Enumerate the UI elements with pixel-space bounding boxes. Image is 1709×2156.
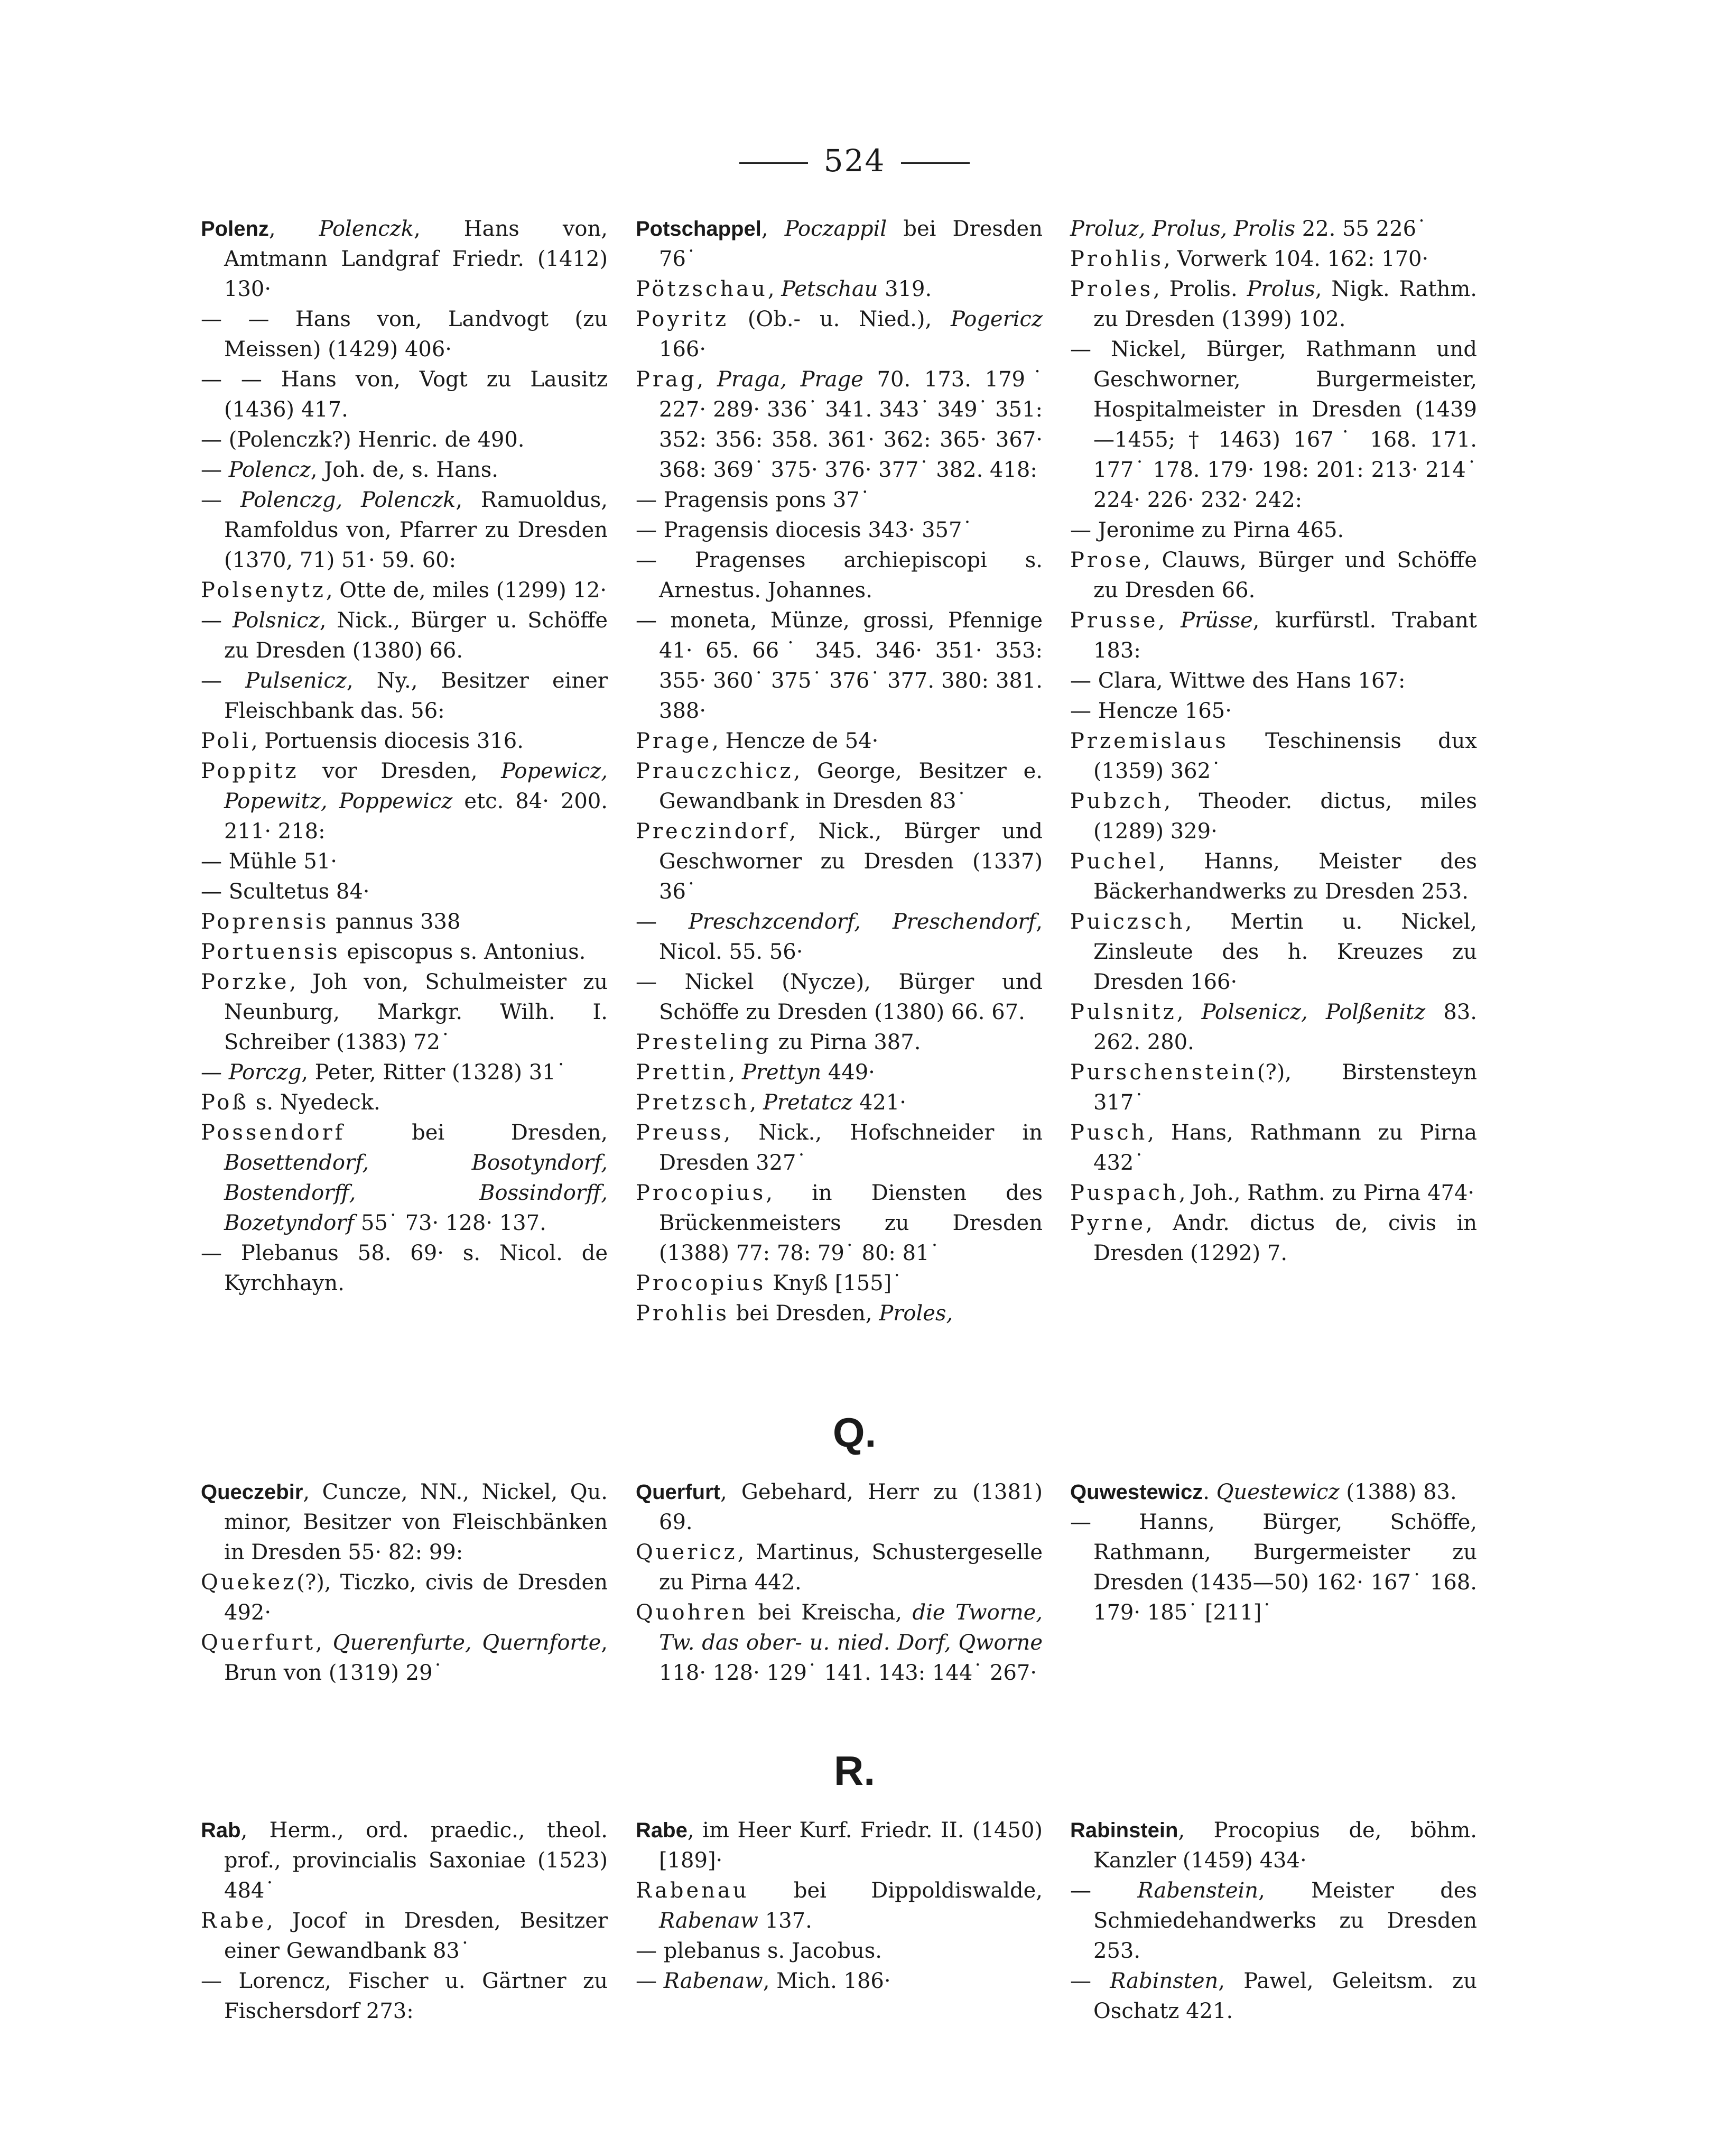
entry-keyword: Pusch [1070, 1121, 1148, 1145]
entry-text: Polsenicz, Polßenitz [1201, 1000, 1426, 1024]
entry-text: Querenfurte, Quernforte [332, 1631, 601, 1655]
index-entry [201, 967, 608, 1058]
entry-text: , [1176, 1000, 1202, 1024]
entry-text: (1388) 83. [1339, 1480, 1457, 1504]
column-p-right [1070, 214, 1477, 1269]
index-entry [201, 576, 608, 606]
entry-text: Polencz [228, 458, 311, 482]
entry-keyword: Pretzsch [636, 1090, 750, 1115]
index-entry [201, 726, 608, 756]
entry-text: Petschau [781, 277, 878, 301]
entry-text: 70. 173. 179˙ 227· 289· 336˙ 341. 343˙ 349˙ 351: 352: 356: 358. 361· 362: 365· 367· 368: 369˙ 375· 376· 377˙ 382. 418: [659, 367, 1043, 482]
entry-text: — Pragensis diocesis 343· 357˙ [636, 518, 973, 542]
entry-keyword: Prauczchicz [636, 759, 794, 783]
entry-text: Rabenstein [1137, 1879, 1259, 1903]
entry-text: , Martinus, Schustergeselle zu Pirna 442. [659, 1540, 1043, 1595]
index-entry [1070, 1118, 1477, 1178]
entry-text: bei Dresden 76˙ [659, 217, 1043, 271]
entry-text: , Nick., Hofschneider in Dresden 327˙ [659, 1121, 1043, 1175]
entry-text: Prüsse [1181, 608, 1253, 633]
entry-text: , Andr. dictus de, civis in Dresden (1292) 7. [1093, 1211, 1477, 1265]
column-r-middle [636, 1816, 1043, 1996]
index-entry [1070, 847, 1477, 907]
entry-text: , Theoder. dictus, miles (1289) 329· [1093, 789, 1477, 844]
entry-text: Polenczk [319, 217, 414, 241]
index-entry [636, 1538, 1043, 1598]
entry-text: (?), Ticzko, civis de Dresden 492· [224, 1570, 608, 1625]
index-entry [636, 365, 1043, 485]
index-entry [201, 606, 608, 666]
index-entry [1070, 515, 1477, 545]
index-entry [636, 274, 1043, 304]
entry-headword: Rabe [636, 1819, 688, 1842]
entry-text: episcopus s. Antonius. [340, 940, 586, 964]
index-entry [201, 365, 608, 425]
entry-text: Questewicz [1216, 1480, 1340, 1504]
entry-text: , Pawel, Geleitsm. zu Oschatz 421. [1093, 1969, 1477, 2023]
entry-text: , [767, 277, 782, 301]
entry-text: — Nickel, Bürger, Rathmann und Geschworner, Burgermeister, Hospitalmeister in Dresden (1439 —1455; † 1463) 167˙ 168. 171. 177˙ 178. 179· 198: 201: 213· 214˙ 224· 226· 232· 242: [1070, 337, 1477, 512]
entry-text: , Nick., Bürger u. Schöffe zu Dresden (1380) 66. [224, 608, 608, 663]
header-rule-left [739, 162, 808, 164]
entry-text: die Tworne, Tw. das ober- u. nied. Dorf, Qworne [659, 1600, 1043, 1655]
index-entry [1070, 1178, 1477, 1208]
index-entry [201, 1816, 608, 1906]
entry-text: 118· 128· 129˙ 141. 143: 144˙ 267· [659, 1661, 1037, 1685]
index-entry [201, 1058, 608, 1088]
entry-headword: Rabinstein [1070, 1819, 1178, 1842]
entry-text: , Nigk. Rathm. zu Dresden (1399) 102. [1093, 277, 1478, 331]
entry-keyword: Poyritz [636, 307, 729, 331]
entry-keyword: Rabe [201, 1909, 267, 1933]
entry-keyword: Pötzschau [636, 277, 768, 301]
entry-keyword: Puiczsch [1070, 910, 1185, 934]
entry-text: vor Dresden, [299, 759, 501, 783]
index-entry [201, 937, 608, 967]
entry-text: — [1070, 1879, 1138, 1903]
index-entry [201, 1477, 608, 1568]
entry-keyword: Rabenau [636, 1879, 749, 1903]
entry-text: Preschzcendorf, Preschendorf [688, 910, 1036, 934]
column-q-left [201, 1477, 608, 1688]
index-entry [636, 1876, 1043, 1936]
entry-text: , Nicol. 55. 56· [659, 910, 1043, 964]
index-entry [201, 304, 608, 365]
section-heading-r: R. [834, 1747, 875, 1794]
entry-keyword: Pubzch [1070, 789, 1164, 813]
entry-keyword: Poli [201, 729, 251, 753]
index-entry [201, 877, 608, 907]
entry-text: Polsnicz [232, 608, 320, 633]
entry-text: 421· [852, 1090, 906, 1115]
index-entry [636, 1118, 1043, 1178]
index-entry [201, 1238, 608, 1299]
index-entry [1070, 1058, 1477, 1118]
entry-keyword: Przemislaus [1070, 729, 1229, 753]
index-entry [636, 1178, 1043, 1269]
entry-text: — Pragensis pons 37˙ [636, 488, 870, 512]
index-entry [201, 1568, 608, 1628]
index-entry [636, 817, 1043, 907]
entry-text: Knyß [155]˙ [766, 1271, 903, 1296]
entry-text: Pretatcz [763, 1090, 853, 1115]
entry-keyword: Poppitz [201, 759, 299, 783]
entry-keyword: Prettin [636, 1060, 729, 1085]
index-entry [636, 1058, 1043, 1088]
index-entry [1070, 1208, 1477, 1269]
page-number-text: 524 [823, 143, 886, 179]
entry-text: , Ny., Besitzer einer Fleischbank das. 56: [224, 669, 608, 723]
entry-text: , Clauws, Bürger und Schöffe zu Dresden 66. [1093, 548, 1477, 603]
entry-text: Rabenaw [663, 1969, 763, 1993]
entry-text: pannus 338 [329, 910, 461, 934]
entry-keyword: Procopius [636, 1271, 766, 1296]
entry-text: , [268, 217, 319, 241]
entry-text: Porczg [228, 1060, 302, 1085]
entry-text: 22. 55 226˙ [1295, 217, 1427, 241]
entry-text: 55˙ 73· 128· 137. [354, 1211, 546, 1235]
entry-text: Prolus [1247, 277, 1315, 301]
entry-text: , Jocof in Dresden, Besitzer einer Gewandbank 83˙ [224, 1909, 608, 1963]
entry-text: , Hencze de 54· [712, 729, 879, 753]
entry-text: , Gebehard, Herr zu (1381) 69. [659, 1480, 1043, 1534]
column-p-middle [636, 214, 1043, 1329]
entry-text: — Scultetus 84· [201, 880, 370, 904]
entry-text: , Mertin u. Nickel, Zinsleute des h. Kreuzes zu Dresden 166· [1093, 910, 1477, 994]
entry-text: Rabenaw [659, 1909, 759, 1933]
entry-text: — [201, 488, 240, 512]
page-number [0, 143, 1709, 179]
index-entry [1070, 1966, 1477, 2027]
entry-text: (?), Birstensteyn 317˙ [1093, 1060, 1477, 1115]
index-entry [201, 666, 608, 726]
index-entry [201, 756, 608, 847]
entry-text: , [761, 217, 785, 241]
entry-text: , Joh. de, s. Hans. [310, 458, 498, 482]
entry-text: , Herm., ord. praedic., theol. prof., provincialis Saxoniae (1523) 484˙ [224, 1818, 608, 1903]
entry-keyword: Prag [636, 367, 697, 392]
column-r-right [1070, 1816, 1477, 2027]
index-entry [201, 907, 608, 937]
entry-headword: Quwestewicz [1070, 1480, 1203, 1504]
entry-text: — — Hans von, Vogt zu Lausitz (1436) 417. [201, 367, 608, 422]
index-entry [636, 214, 1043, 274]
entry-text: , [1158, 608, 1181, 633]
index-entry [201, 425, 608, 455]
entry-text: (Ob.- u. Nied.), [729, 307, 951, 331]
index-entry [636, 907, 1043, 967]
entry-keyword: Polsenytz [201, 578, 326, 603]
entry-text: 137. [758, 1909, 812, 1933]
entry-text: , [749, 1090, 763, 1115]
entry-text: , Brun von (1319) 29˙ [224, 1631, 608, 1685]
entry-keyword: Prage [636, 729, 712, 753]
entry-text: , Nick., Bürger und Geschworner zu Dresden (1337) 36˙ [659, 819, 1043, 904]
entry-text: Polenczg, Polenczk [240, 488, 456, 512]
entry-headword: Polenz [201, 217, 269, 240]
entry-text: bei Dippoldiswalde, [749, 1879, 1043, 1903]
entry-text: — Hanns, Bürger, Schöffe, Rathmann, Burgermeister zu Dresden (1435—50) 162· 167˙ 168. 179· 185˙ [211]˙ [1070, 1510, 1477, 1625]
entry-text: — [1070, 1969, 1110, 1993]
index-entry [1070, 1507, 1477, 1628]
entry-text: bei Dresden, [729, 1301, 879, 1326]
entry-text: Pulsenicz [245, 669, 347, 693]
index-entry [201, 1118, 608, 1238]
entry-text: , [315, 1631, 333, 1655]
index-entry [636, 756, 1043, 817]
entry-text: Praga, Prage [717, 367, 863, 392]
index-entry [636, 1028, 1043, 1058]
index-entry [201, 1088, 608, 1118]
entry-text: , [728, 1060, 742, 1085]
entry-text: 319. [878, 277, 932, 301]
entry-keyword: Puspach [1070, 1181, 1179, 1205]
entry-text: — [201, 1060, 229, 1085]
entry-keyword: Pyrne [1070, 1211, 1146, 1235]
index-entry [636, 1299, 1043, 1329]
entry-text: — Plebanus 58. 69· s. Nicol. de Kyrchhayn. [201, 1241, 608, 1296]
column-r-left [201, 1816, 608, 2027]
entry-text: — [636, 1969, 664, 1993]
index-entry [636, 1936, 1043, 1966]
entry-text: , Joh von, Schulmeister zu Neunburg, Markgr. Wilh. I. Schreiber (1383) 72˙ [224, 970, 608, 1054]
entry-headword: Potschappel [636, 217, 761, 240]
entry-text: , Portuensis diocesis 316. [250, 729, 524, 753]
entry-text: Teschinensis dux (1359) 362˙ [1093, 729, 1477, 783]
entry-text: — — Hans von, Landvogt (zu Meissen) (1429) 406· [201, 307, 608, 362]
index-entry [1070, 606, 1477, 666]
index-entry [1070, 907, 1477, 997]
entry-keyword: Querfurt [201, 1631, 316, 1655]
header-rule-right [901, 162, 970, 164]
entry-keyword: Quekez [201, 1570, 297, 1595]
entry-text: — Pragenses archiepiscopi s. Arnestus. Johannes. [636, 548, 1043, 603]
index-entry [1070, 786, 1477, 847]
index-entry [201, 847, 608, 877]
index-entry [636, 1598, 1043, 1688]
entry-keyword: Preczindorf [636, 819, 790, 844]
index-entry [1070, 997, 1477, 1058]
entry-keyword: Poß [201, 1090, 249, 1115]
entry-text: zu Pirna 387. [771, 1030, 921, 1054]
entry-text: — plebanus s. Jacobus. [636, 1939, 882, 1963]
entry-text: , Mich. 186· [763, 1969, 891, 1993]
index-entry [201, 214, 608, 304]
entry-headword: Rab [201, 1819, 241, 1842]
entry-text: Prettyn [741, 1060, 822, 1085]
index-entry [636, 545, 1043, 606]
entry-text: , [696, 367, 717, 392]
entry-keyword: Poprensis [201, 910, 329, 934]
entry-text: , kurfürstl. Trabant 183: [1093, 608, 1478, 663]
index-entry [1070, 274, 1477, 335]
entry-text: bei Kreischa, [747, 1600, 913, 1625]
entry-text: , Peter, Ritter (1328) 31˙ [301, 1060, 566, 1085]
entry-text: bei Dresden, [345, 1121, 608, 1145]
entry-headword: Querfurt [636, 1480, 720, 1504]
index-entry [636, 1816, 1043, 1876]
entry-text: , Ramuoldus, Ramfoldus von, Pfarrer zu Dresden (1370, 71) 51· 59. 60: [224, 488, 608, 572]
entry-keyword: Proles [1070, 277, 1154, 301]
index-entry [1070, 335, 1477, 515]
entry-text: , Otte de, miles (1299) 12· [326, 578, 607, 603]
entry-keyword: Prose [1070, 548, 1144, 572]
entry-text: , Meister des Schmiedehandwerks zu Dresden 253. [1093, 1879, 1478, 1963]
entry-text: . [1203, 1480, 1216, 1504]
entry-text: 166· [659, 337, 707, 362]
entry-headword: Queczebir [201, 1480, 303, 1504]
entry-text: , in Diensten des Brückenmeisters zu Dresden (1388) 77: 78: 79˙ 80: 81˙ [659, 1181, 1043, 1265]
entry-keyword: Preuss [636, 1121, 724, 1145]
entry-text: — [201, 669, 246, 693]
index-entry [636, 1477, 1043, 1538]
entry-keyword: Portuensis [201, 940, 340, 964]
entry-keyword: Prusse [1070, 608, 1158, 633]
index-entry [1070, 214, 1477, 244]
entry-keyword: Prohlis [1070, 247, 1164, 271]
entry-text: , Hans, Rathmann zu Pirna 432˙ [1093, 1121, 1477, 1175]
index-entry [636, 726, 1043, 756]
entry-text: , George, Besitzer e. Gewandbank in Dresden 83˙ [659, 759, 1043, 813]
entry-keyword: Quericz [636, 1540, 738, 1565]
entry-text: — Mühle 51· [201, 849, 337, 874]
index-entry [1070, 545, 1477, 606]
index-entry [1070, 1816, 1477, 1876]
entry-text: Rabinsten [1110, 1969, 1219, 1993]
index-entry [201, 1906, 608, 1966]
entry-text: , Hans von, Amtmann Landgraf Friedr. (1412) 130· [224, 217, 608, 301]
entry-text: , Vorwerk 104. 162: 170· [1164, 247, 1429, 271]
index-entry [636, 515, 1043, 545]
entry-keyword: Porzke [201, 970, 290, 994]
entry-keyword: Quohren [636, 1600, 748, 1625]
entry-text: , Cuncze, NN., Nickel, Qu. minor, Besitzer von Fleischbänken in Dresden 55· 82: 99: [224, 1480, 608, 1565]
entry-keyword: Possendorf [201, 1121, 346, 1145]
column-p-left [201, 214, 608, 1299]
index-entry [1070, 1876, 1477, 1966]
entry-keyword: Presteling [636, 1030, 772, 1054]
index-entry [201, 1628, 608, 1688]
entry-keyword: Prohlis [636, 1301, 729, 1326]
entry-text: , Prolis. [1153, 277, 1247, 301]
entry-keyword: Puchel [1070, 849, 1159, 874]
column-q-middle [636, 1477, 1043, 1688]
index-entry [1070, 244, 1477, 274]
entry-text: — [201, 458, 229, 482]
entry-text: — Hencze 165· [1070, 699, 1232, 723]
index-entry [201, 455, 608, 485]
index-entry [1070, 666, 1477, 696]
index-entry [636, 1966, 1043, 1996]
index-entry [636, 485, 1043, 515]
entry-text: — [636, 910, 689, 934]
index-entry [1070, 1477, 1477, 1507]
entry-text: 449· [821, 1060, 875, 1085]
index-entry [1070, 696, 1477, 726]
index-entry [636, 606, 1043, 726]
column-q-right [1070, 1477, 1477, 1628]
entry-text: Bosettendorf, Bosotyndorf, Bostendorff, Bossindorff, Bozetyndorf [224, 1151, 608, 1235]
entry-text: Proluz, Prolus, Prolis [1070, 217, 1296, 241]
entry-text: Proles, [879, 1301, 953, 1326]
section-heading-q: Q. [832, 1409, 877, 1456]
entry-text: Poczappil [784, 217, 887, 241]
entry-text: Pogericz [950, 307, 1043, 331]
index-entry [201, 485, 608, 576]
entry-text: — (Polenczk?) Henric. de 490. [201, 428, 525, 452]
entry-text: — moneta, Münze, grossi, Pfennige 41· 65. 66˙ 345. 346· 351· 353: 355· 360˙ 375˙ 376˙ 377. 380: 381. 388· [636, 608, 1043, 723]
entry-keyword: Purschenstein [1070, 1060, 1257, 1085]
entry-text: — Nickel (Nycze), Bürger und Schöffe zu Dresden (1380) 66. 67. [636, 970, 1043, 1024]
entry-text: 83. 262. 280. [1093, 1000, 1478, 1054]
entry-keyword: Procopius [636, 1181, 766, 1205]
entry-text: — Jeronime zu Pirna 465. [1070, 518, 1344, 542]
entry-text: s. Nyedeck. [249, 1090, 380, 1115]
entry-text: — Lorencz, Fischer u. Gärtner zu Fischersdorf 273: [201, 1969, 608, 2023]
entry-text: Popewicz, Popewitz, Poppewicz [224, 759, 608, 813]
entry-text: , Hanns, Meister des Bäckerhandwerks zu Dresden 253. [1093, 849, 1477, 904]
index-entry [636, 1269, 1043, 1299]
entry-text: , im Heer Kurf. Friedr. II. (1450) [189]· [659, 1818, 1043, 1873]
entry-text: — Clara, Wittwe des Hans 167: [1070, 669, 1406, 693]
entry-text: , Procopius de, böhm. Kanzler (1459) 434· [1093, 1818, 1477, 1873]
entry-text: , Joh., Rathm. zu Pirna 474· [1178, 1181, 1475, 1205]
index-entry [636, 304, 1043, 365]
index-entry [636, 1088, 1043, 1118]
entry-text: — [201, 608, 233, 633]
index-entry [1070, 726, 1477, 786]
entry-keyword: Pulsnitz [1070, 1000, 1177, 1024]
entry-text: etc. 84· 200. 211· 218: [224, 789, 608, 844]
index-entry [201, 1966, 608, 2027]
index-entry [636, 967, 1043, 1028]
